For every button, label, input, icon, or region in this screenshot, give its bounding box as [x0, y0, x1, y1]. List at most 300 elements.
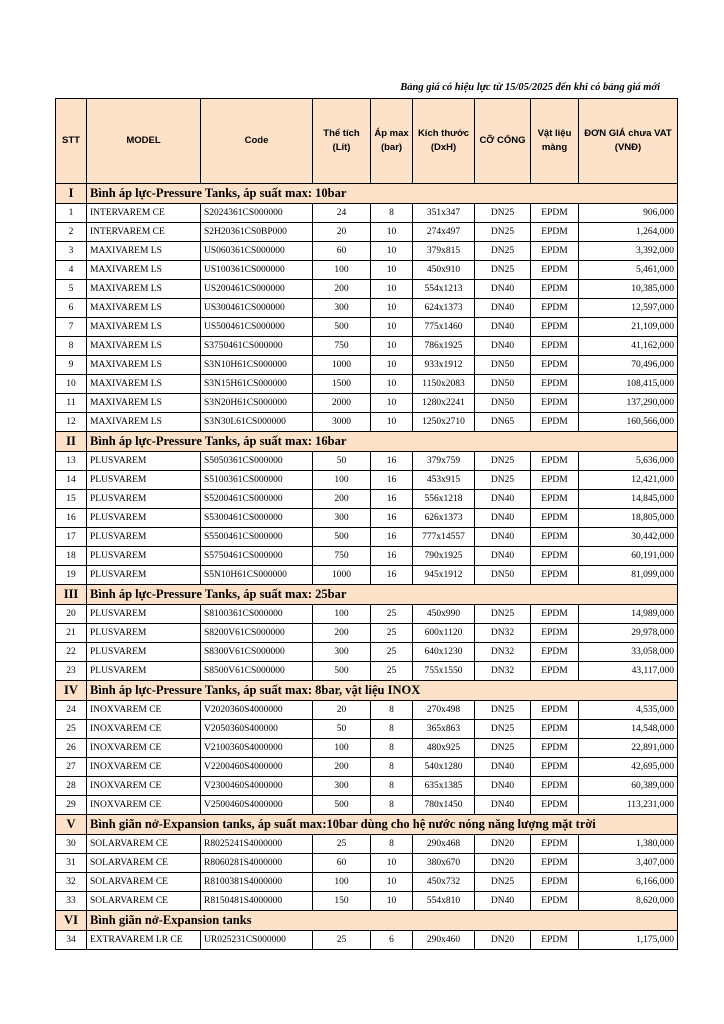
- cell-port: DN25: [475, 204, 531, 223]
- cell-membrane: EPDM: [531, 701, 579, 720]
- table-row: [56, 701, 678, 720]
- table-row: [56, 892, 678, 911]
- cell-price: 137,290,000: [579, 394, 678, 413]
- cell-price: 1,175,000: [579, 931, 678, 950]
- cell-port: DN50: [475, 566, 531, 585]
- cell-stt: 9: [56, 356, 87, 375]
- cell-code: V2200460S4000000: [201, 758, 313, 777]
- cell-code: S8100361CS000000: [201, 605, 313, 624]
- cell-price: 81,099,000: [579, 566, 678, 585]
- section-header-row: [56, 815, 678, 835]
- cell-price: 160,566,000: [579, 413, 678, 432]
- table-row: [56, 509, 678, 528]
- cell-model: MAXIVAREM LS: [87, 280, 201, 299]
- cell-model: PLUSVAREM: [87, 509, 201, 528]
- cell-membrane: EPDM: [531, 242, 579, 261]
- cell-stt: 1: [56, 204, 87, 223]
- section-header-row: [56, 585, 678, 605]
- cell-volume: 100: [313, 471, 371, 490]
- cell-model: INOXVAREM CE: [87, 739, 201, 758]
- section-header-row: [56, 184, 678, 204]
- cell-size: 379x759: [413, 452, 475, 471]
- cell-size: 933x1912: [413, 356, 475, 375]
- table-row: [56, 796, 678, 815]
- table-row: [56, 413, 678, 432]
- cell-membrane: EPDM: [531, 931, 579, 950]
- cell-size: 635x1385: [413, 777, 475, 796]
- cell-stt: 15: [56, 490, 87, 509]
- cell-volume: 300: [313, 509, 371, 528]
- cell-pressure: 25: [371, 624, 413, 643]
- cell-stt: 32: [56, 873, 87, 892]
- cell-volume: 500: [313, 662, 371, 681]
- cell-model: MAXIVAREM LS: [87, 356, 201, 375]
- cell-size: 554x1213: [413, 280, 475, 299]
- table-body: [56, 184, 678, 950]
- cell-code: R8060281S4000000: [201, 854, 313, 873]
- cell-volume: 50: [313, 452, 371, 471]
- cell-pressure: 8: [371, 777, 413, 796]
- header-code: Code: [201, 99, 313, 184]
- table-row: [56, 204, 678, 223]
- cell-stt: 14: [56, 471, 87, 490]
- cell-volume: 750: [313, 337, 371, 356]
- cell-price: 5,461,000: [579, 261, 678, 280]
- table-row: [56, 223, 678, 242]
- cell-pressure: 8: [371, 739, 413, 758]
- cell-price: 12,597,000: [579, 299, 678, 318]
- cell-code: S3N15H61CS000000: [201, 375, 313, 394]
- cell-size: 790x1925: [413, 547, 475, 566]
- cell-port: DN32: [475, 662, 531, 681]
- cell-price: 6,166,000: [579, 873, 678, 892]
- cell-size: 1280x2241: [413, 394, 475, 413]
- table-row: [56, 854, 678, 873]
- cell-model: PLUSVAREM: [87, 566, 201, 585]
- cell-stt: 23: [56, 662, 87, 681]
- cell-code: S3N20H61CS000000: [201, 394, 313, 413]
- cell-code: V2050360S400000: [201, 720, 313, 739]
- cell-port: DN20: [475, 835, 531, 854]
- cell-price: 60,389,000: [579, 777, 678, 796]
- cell-code: S5N10H61CS000000: [201, 566, 313, 585]
- cell-code: S5050361CS000000: [201, 452, 313, 471]
- cell-pressure: 10: [371, 854, 413, 873]
- table-row: [56, 643, 678, 662]
- cell-membrane: EPDM: [531, 394, 579, 413]
- section-number: IV: [56, 681, 87, 701]
- cell-code: US200461CS000000: [201, 280, 313, 299]
- table-row: [56, 547, 678, 566]
- cell-model: PLUSVAREM: [87, 490, 201, 509]
- cell-size: 554x810: [413, 892, 475, 911]
- cell-pressure: 10: [371, 356, 413, 375]
- cell-code: S5500461CS000000: [201, 528, 313, 547]
- cell-volume: 24: [313, 204, 371, 223]
- cell-volume: 1000: [313, 566, 371, 585]
- cell-code: S8500V61CS000000: [201, 662, 313, 681]
- cell-stt: 28: [56, 777, 87, 796]
- cell-stt: 27: [56, 758, 87, 777]
- cell-size: 600x1120: [413, 624, 475, 643]
- cell-port: DN40: [475, 299, 531, 318]
- cell-membrane: EPDM: [531, 739, 579, 758]
- cell-size: 945x1912: [413, 566, 475, 585]
- cell-pressure: 8: [371, 720, 413, 739]
- cell-volume: 500: [313, 528, 371, 547]
- cell-pressure: 16: [371, 452, 413, 471]
- cell-pressure: 16: [371, 566, 413, 585]
- cell-volume: 25: [313, 931, 371, 950]
- cell-membrane: EPDM: [531, 835, 579, 854]
- cell-model: PLUSVAREM: [87, 452, 201, 471]
- cell-size: 290x468: [413, 835, 475, 854]
- cell-price: 60,191,000: [579, 547, 678, 566]
- cell-membrane: EPDM: [531, 624, 579, 643]
- cell-code: V2500460S4000000: [201, 796, 313, 815]
- cell-port: DN40: [475, 528, 531, 547]
- cell-volume: 200: [313, 280, 371, 299]
- cell-pressure: 10: [371, 413, 413, 432]
- cell-size: 556x1218: [413, 490, 475, 509]
- cell-price: 22,891,000: [579, 739, 678, 758]
- section-number: V: [56, 815, 87, 835]
- cell-code: S5200461CS000000: [201, 490, 313, 509]
- cell-membrane: EPDM: [531, 892, 579, 911]
- cell-port: DN20: [475, 931, 531, 950]
- cell-stt: 3: [56, 242, 87, 261]
- cell-pressure: 10: [371, 375, 413, 394]
- cell-stt: 24: [56, 701, 87, 720]
- table-row: [56, 452, 678, 471]
- section-title: Bình áp lực-Pressure Tanks, áp suất max: 8bar, vật liệu INOX: [87, 681, 678, 701]
- cell-pressure: 10: [371, 280, 413, 299]
- cell-model: MAXIVAREM LS: [87, 337, 201, 356]
- cell-code: S5100361CS000000: [201, 471, 313, 490]
- cell-price: 906,000: [579, 204, 678, 223]
- cell-pressure: 10: [371, 318, 413, 337]
- cell-port: DN25: [475, 261, 531, 280]
- table-row: [56, 566, 678, 585]
- cell-code: V2300460S4000000: [201, 777, 313, 796]
- cell-price: 14,845,000: [579, 490, 678, 509]
- cell-code: S3N10H61CS000000: [201, 356, 313, 375]
- cell-port: DN40: [475, 758, 531, 777]
- validity-note: Bảng giá có hiệu lực từ 15/05/2025 đến khi có bảng giá mới: [400, 82, 660, 93]
- cell-code: V2020360S4000000: [201, 701, 313, 720]
- cell-price: 70,496,000: [579, 356, 678, 375]
- cell-size: 351x347: [413, 204, 475, 223]
- cell-code: R8150481S4000000: [201, 892, 313, 911]
- cell-model: INOXVAREM CE: [87, 701, 201, 720]
- cell-code: US060361CS000000: [201, 242, 313, 261]
- cell-port: DN32: [475, 643, 531, 662]
- table-row: [56, 356, 678, 375]
- header-port: CỠ CỔNG: [475, 99, 531, 184]
- cell-membrane: EPDM: [531, 204, 579, 223]
- cell-code: V2100360S4000000: [201, 739, 313, 758]
- cell-model: INTERVAREM CE: [87, 223, 201, 242]
- table-row: [56, 758, 678, 777]
- cell-volume: 100: [313, 261, 371, 280]
- cell-code: S3N30L61CS000000: [201, 413, 313, 432]
- cell-membrane: EPDM: [531, 509, 579, 528]
- cell-stt: 12: [56, 413, 87, 432]
- cell-price: 1,264,000: [579, 223, 678, 242]
- cell-pressure: 25: [371, 605, 413, 624]
- cell-size: 379x815: [413, 242, 475, 261]
- cell-price: 12,421,000: [579, 471, 678, 490]
- cell-pressure: 25: [371, 643, 413, 662]
- cell-stt: 22: [56, 643, 87, 662]
- cell-port: DN40: [475, 796, 531, 815]
- cell-membrane: EPDM: [531, 854, 579, 873]
- cell-model: PLUSVAREM: [87, 662, 201, 681]
- cell-size: 775x1460: [413, 318, 475, 337]
- cell-volume: 300: [313, 777, 371, 796]
- cell-model: PLUSVAREM: [87, 643, 201, 662]
- cell-pressure: 10: [371, 223, 413, 242]
- section-title: Bình giãn nở-Expansion tanks, áp suất max:10bar dùng cho hệ nước nóng năng lượng mặt trời: [87, 815, 678, 835]
- cell-code: R8100381S4000000: [201, 873, 313, 892]
- cell-membrane: EPDM: [531, 356, 579, 375]
- cell-volume: 300: [313, 643, 371, 662]
- section-number: VI: [56, 911, 87, 931]
- cell-price: 43,117,000: [579, 662, 678, 681]
- cell-stt: 4: [56, 261, 87, 280]
- cell-stt: 7: [56, 318, 87, 337]
- cell-stt: 31: [56, 854, 87, 873]
- cell-price: 10,385,000: [579, 280, 678, 299]
- section-title: Bình áp lực-Pressure Tanks, áp suất max: 25bar: [87, 585, 678, 605]
- cell-stt: 25: [56, 720, 87, 739]
- cell-volume: 3000: [313, 413, 371, 432]
- cell-code: S3750461CS000000: [201, 337, 313, 356]
- cell-volume: 60: [313, 242, 371, 261]
- cell-membrane: EPDM: [531, 758, 579, 777]
- price-table: [55, 98, 678, 950]
- cell-stt: 16: [56, 509, 87, 528]
- cell-port: DN25: [475, 605, 531, 624]
- cell-size: 365x863: [413, 720, 475, 739]
- cell-price: 14,548,000: [579, 720, 678, 739]
- table-row: [56, 394, 678, 413]
- cell-price: 18,805,000: [579, 509, 678, 528]
- cell-size: 540x1280: [413, 758, 475, 777]
- cell-model: INTERVAREM CE: [87, 204, 201, 223]
- cell-size: 450x910: [413, 261, 475, 280]
- cell-pressure: 16: [371, 509, 413, 528]
- cell-model: MAXIVAREM LS: [87, 413, 201, 432]
- cell-price: 29,978,000: [579, 624, 678, 643]
- cell-pressure: 25: [371, 662, 413, 681]
- cell-membrane: EPDM: [531, 375, 579, 394]
- cell-pressure: 8: [371, 204, 413, 223]
- header-size: Kích thước (DxH): [413, 99, 475, 184]
- cell-port: DN40: [475, 490, 531, 509]
- cell-model: PLUSVAREM: [87, 547, 201, 566]
- cell-port: DN25: [475, 739, 531, 758]
- cell-size: 450x732: [413, 873, 475, 892]
- cell-model: EXTRAVAREM LR CE: [87, 931, 201, 950]
- cell-model: SOLARVAREM CE: [87, 873, 201, 892]
- cell-pressure: 10: [371, 299, 413, 318]
- cell-code: US100361CS000000: [201, 261, 313, 280]
- cell-model: PLUSVAREM: [87, 471, 201, 490]
- cell-membrane: EPDM: [531, 471, 579, 490]
- cell-model: MAXIVAREM LS: [87, 261, 201, 280]
- cell-volume: 200: [313, 490, 371, 509]
- cell-volume: 1500: [313, 375, 371, 394]
- cell-pressure: 6: [371, 931, 413, 950]
- cell-model: MAXIVAREM LS: [87, 318, 201, 337]
- cell-membrane: EPDM: [531, 796, 579, 815]
- cell-stt: 5: [56, 280, 87, 299]
- cell-volume: 1000: [313, 356, 371, 375]
- cell-volume: 150: [313, 892, 371, 911]
- cell-port: DN25: [475, 471, 531, 490]
- section-number: III: [56, 585, 87, 605]
- cell-model: PLUSVAREM: [87, 624, 201, 643]
- cell-pressure: 16: [371, 490, 413, 509]
- cell-size: 450x990: [413, 605, 475, 624]
- header-pressure: Áp max (bar): [371, 99, 413, 184]
- cell-port: DN40: [475, 509, 531, 528]
- cell-model: SOLARVAREM CE: [87, 835, 201, 854]
- cell-port: DN32: [475, 624, 531, 643]
- cell-pressure: 8: [371, 796, 413, 815]
- cell-stt: 19: [56, 566, 87, 585]
- cell-size: 274x497: [413, 223, 475, 242]
- cell-size: 380x670: [413, 854, 475, 873]
- cell-model: PLUSVAREM: [87, 528, 201, 547]
- cell-price: 41,162,000: [579, 337, 678, 356]
- cell-price: 108,415,000: [579, 375, 678, 394]
- table-row: [56, 318, 678, 337]
- cell-stt: 21: [56, 624, 87, 643]
- table-row: [56, 835, 678, 854]
- cell-size: 786x1925: [413, 337, 475, 356]
- cell-stt: 30: [56, 835, 87, 854]
- cell-price: 14,989,000: [579, 605, 678, 624]
- cell-membrane: EPDM: [531, 261, 579, 280]
- cell-size: 626x1373: [413, 509, 475, 528]
- section-header-row: [56, 681, 678, 701]
- cell-volume: 60: [313, 854, 371, 873]
- cell-port: DN25: [475, 223, 531, 242]
- cell-volume: 500: [313, 796, 371, 815]
- cell-port: DN40: [475, 892, 531, 911]
- cell-size: 290x460: [413, 931, 475, 950]
- cell-volume: 300: [313, 299, 371, 318]
- cell-price: 5,636,000: [579, 452, 678, 471]
- cell-code: S8200V61CS000000: [201, 624, 313, 643]
- cell-volume: 100: [313, 605, 371, 624]
- cell-model: INOXVAREM CE: [87, 777, 201, 796]
- section-number: I: [56, 184, 87, 204]
- table-row: [56, 528, 678, 547]
- cell-size: 453x915: [413, 471, 475, 490]
- cell-port: DN40: [475, 777, 531, 796]
- table-row: [56, 375, 678, 394]
- cell-port: DN65: [475, 413, 531, 432]
- table-row: [56, 280, 678, 299]
- cell-size: 780x1450: [413, 796, 475, 815]
- cell-code: S8300V61CS000000: [201, 643, 313, 662]
- cell-port: DN25: [475, 701, 531, 720]
- cell-volume: 200: [313, 758, 371, 777]
- cell-price: 113,231,000: [579, 796, 678, 815]
- cell-membrane: EPDM: [531, 413, 579, 432]
- table-row: [56, 777, 678, 796]
- section-title: Bình áp lực-Pressure Tanks, áp suất max: 10bar: [87, 184, 678, 204]
- cell-model: MAXIVAREM LS: [87, 242, 201, 261]
- cell-stt: 8: [56, 337, 87, 356]
- cell-size: 270x498: [413, 701, 475, 720]
- cell-code: S2024361CS000000: [201, 204, 313, 223]
- cell-membrane: EPDM: [531, 643, 579, 662]
- cell-code: US500461CS000000: [201, 318, 313, 337]
- header-volume: Thể tích (Lít): [313, 99, 371, 184]
- table-row: [56, 605, 678, 624]
- cell-membrane: EPDM: [531, 547, 579, 566]
- cell-pressure: 16: [371, 528, 413, 547]
- cell-membrane: EPDM: [531, 720, 579, 739]
- cell-pressure: 8: [371, 758, 413, 777]
- cell-volume: 750: [313, 547, 371, 566]
- table-row: [56, 299, 678, 318]
- cell-volume: 20: [313, 223, 371, 242]
- cell-size: 624x1373: [413, 299, 475, 318]
- cell-pressure: 10: [371, 892, 413, 911]
- table-row: [56, 720, 678, 739]
- cell-price: 3,392,000: [579, 242, 678, 261]
- cell-volume: 500: [313, 318, 371, 337]
- cell-membrane: EPDM: [531, 280, 579, 299]
- section-title: Bình giãn nở-Expansion tanks: [87, 911, 678, 931]
- cell-model: INOXVAREM CE: [87, 720, 201, 739]
- cell-port: DN50: [475, 394, 531, 413]
- cell-pressure: 10: [371, 261, 413, 280]
- header-row: [56, 99, 678, 184]
- table-row: [56, 662, 678, 681]
- cell-stt: 20: [56, 605, 87, 624]
- cell-size: 1250x2710: [413, 413, 475, 432]
- table-row: [56, 471, 678, 490]
- cell-volume: 20: [313, 701, 371, 720]
- section-header-row: [56, 911, 678, 931]
- table-row: [56, 931, 678, 950]
- cell-stt: 26: [56, 739, 87, 758]
- table-row: [56, 739, 678, 758]
- cell-size: 480x925: [413, 739, 475, 758]
- cell-code: US300461CS000000: [201, 299, 313, 318]
- cell-stt: 2: [56, 223, 87, 242]
- cell-port: DN25: [475, 452, 531, 471]
- header-membrane: Vật liệu màng: [531, 99, 579, 184]
- cell-model: MAXIVAREM LS: [87, 375, 201, 394]
- cell-model: SOLARVAREM CE: [87, 892, 201, 911]
- cell-price: 30,442,000: [579, 528, 678, 547]
- cell-port: DN50: [475, 356, 531, 375]
- cell-price: 4,535,000: [579, 701, 678, 720]
- cell-price: 42,695,000: [579, 758, 678, 777]
- cell-stt: 10: [56, 375, 87, 394]
- header-stt: STT: [56, 99, 87, 184]
- cell-membrane: EPDM: [531, 566, 579, 585]
- cell-membrane: EPDM: [531, 337, 579, 356]
- cell-port: DN40: [475, 337, 531, 356]
